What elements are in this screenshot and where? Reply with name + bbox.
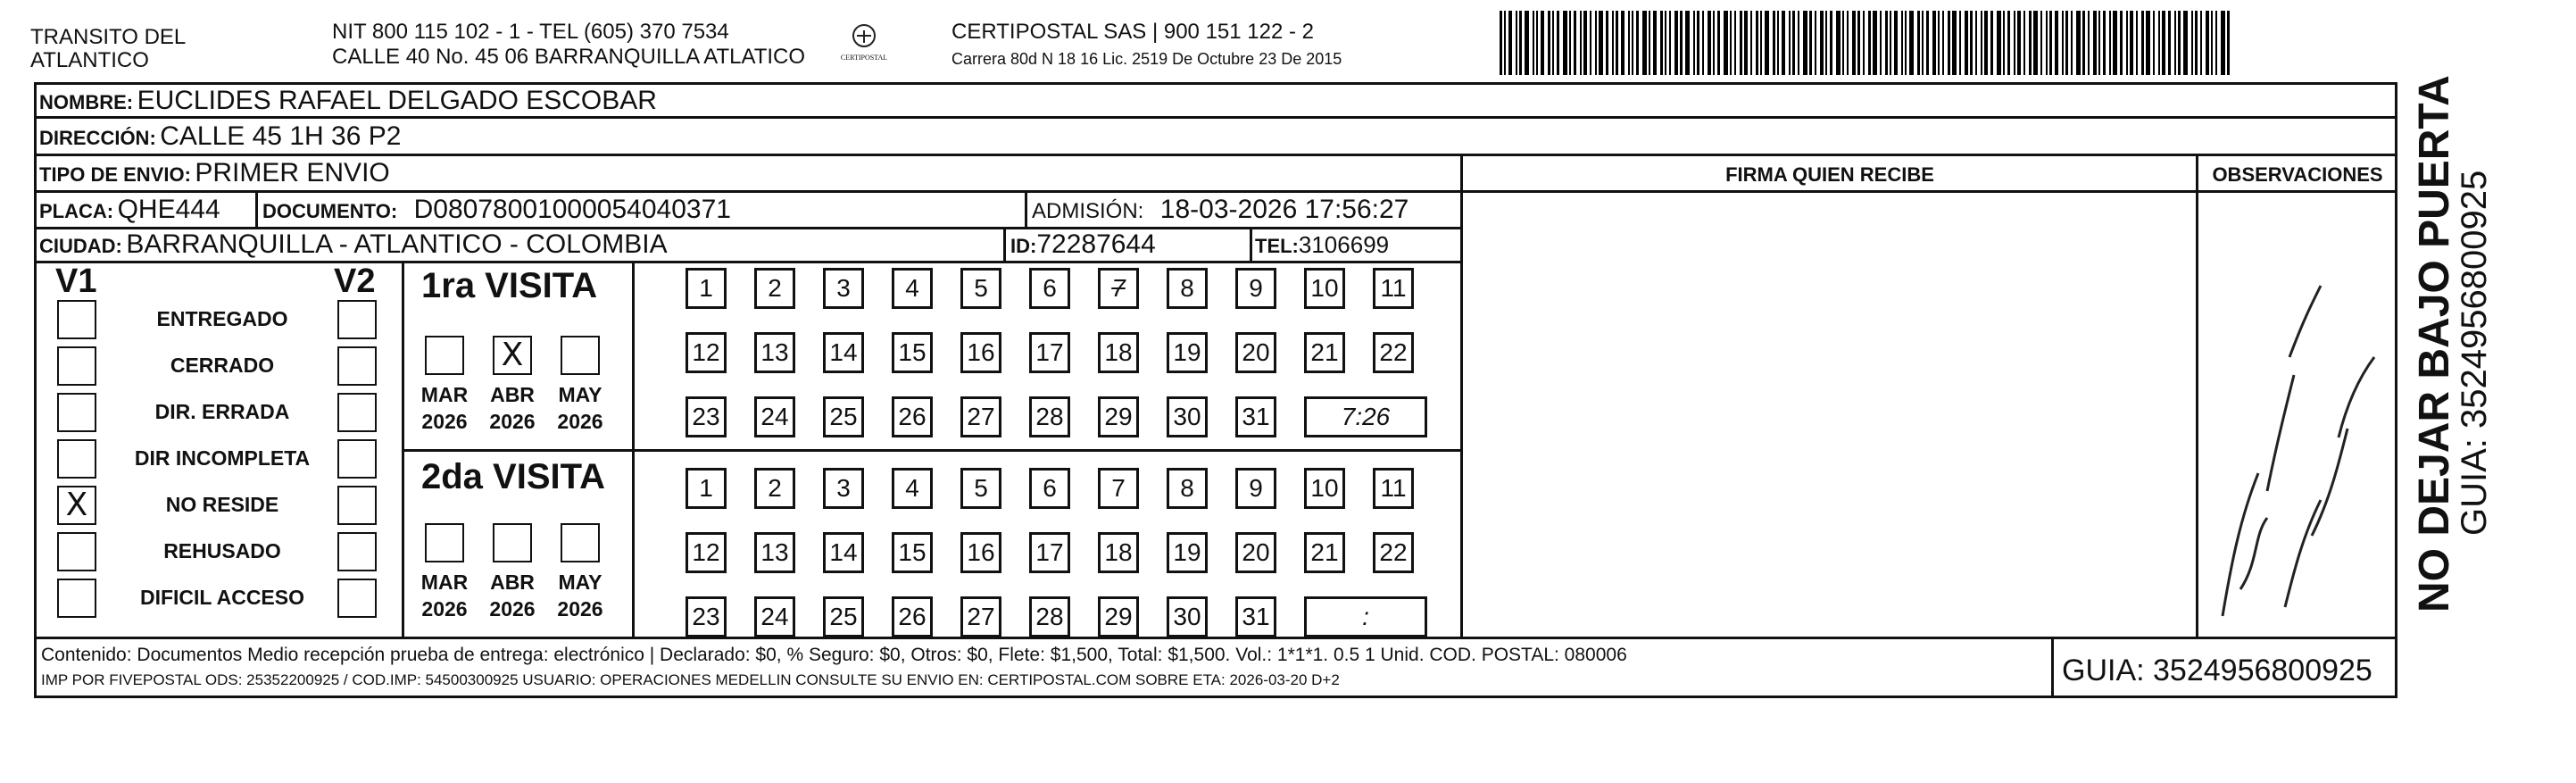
- month-name: MAY: [558, 383, 602, 406]
- placa-value: QHE444: [117, 195, 220, 224]
- nit-line: NIT 800 115 102 - 1 - TEL (605) 370 7534: [332, 20, 729, 44]
- v1-check-mark: X: [65, 487, 88, 523]
- second-visit-title: 2da VISITA: [421, 457, 605, 496]
- company-name-line1: TRANSITO DEL: [30, 25, 187, 49]
- month-name: ABR: [490, 571, 535, 594]
- day-box[interactable]: 18: [1098, 532, 1139, 573]
- day-box[interactable]: 15: [892, 532, 933, 573]
- nombre-value: EUCLIDES RAFAEL DELGADO ESCOBAR: [137, 86, 657, 115]
- day-box[interactable]: 2: [754, 468, 795, 509]
- v2-checkbox[interactable]: [337, 439, 377, 479]
- day-box[interactable]: 4: [892, 468, 933, 509]
- day-box-marked[interactable]: 7: [1098, 268, 1139, 309]
- v2-check-mark: [339, 395, 375, 430]
- month-check-mark: [562, 525, 598, 561]
- v1-check-mark: [59, 348, 95, 384]
- v1-checkbox[interactable]: [57, 300, 96, 339]
- day-box[interactable]: 20: [1235, 532, 1276, 573]
- nombre-row: [39, 86, 657, 116]
- v2-check-mark: [339, 302, 375, 337]
- v2-check-mark: [339, 348, 375, 384]
- day-box[interactable]: 21: [1304, 332, 1345, 373]
- first-visit-title: 1ra VISITA: [421, 266, 598, 305]
- day-box[interactable]: 28: [1029, 596, 1070, 637]
- v1-checkbox[interactable]: [57, 439, 96, 479]
- day-box[interactable]: 19: [1167, 532, 1208, 573]
- v1-checkbox[interactable]: [57, 346, 96, 386]
- month-name: MAR: [420, 571, 469, 594]
- tipo-value: PRIMER ENVIO: [195, 158, 390, 187]
- day-box[interactable]: 23: [686, 396, 727, 437]
- direccion-label: DIRECCIÓN:: [39, 127, 156, 149]
- id-value: 72287644: [1036, 229, 1156, 259]
- no-dejar-bajo-puerta: NO DEJAR BAJO PUERTA: [2411, 75, 2458, 612]
- day-box[interactable]: 12: [686, 532, 727, 573]
- id-cell: [1010, 229, 1156, 260]
- status-option-label: NO RESIDE: [165, 493, 279, 516]
- license-line: Carrera 80d N 18 16 Lic. 2519 De Octubre 23 De 2015: [951, 50, 1342, 68]
- day-box[interactable]: 14: [823, 332, 864, 373]
- placa-cell: [39, 195, 220, 225]
- logo-icon: [837, 18, 891, 71]
- day-box[interactable]: 3: [823, 268, 864, 309]
- day-box[interactable]: 22: [1373, 332, 1414, 373]
- v2-checkbox[interactable]: [337, 486, 377, 525]
- v1-label: V1: [55, 262, 97, 300]
- day-box[interactable]: 25: [823, 596, 864, 637]
- status-option-label: DIR INCOMPLETA: [134, 446, 311, 470]
- day-box[interactable]: 31: [1235, 596, 1276, 637]
- month-check-mark: [562, 337, 598, 373]
- day-box[interactable]: 25: [823, 396, 864, 437]
- v2-check-mark: [339, 534, 375, 570]
- status-option-label: DIFICIL ACCESO: [139, 586, 304, 609]
- day-box[interactable]: 10: [1304, 468, 1345, 509]
- day-box[interactable]: 9: [1235, 468, 1276, 509]
- month-checkbox[interactable]: [425, 336, 464, 375]
- month-name: MAR: [420, 383, 469, 406]
- day-box[interactable]: 5: [960, 468, 1001, 509]
- day-box[interactable]: 24: [754, 396, 795, 437]
- v1-check-mark: [59, 441, 95, 477]
- day-box[interactable]: 16: [960, 332, 1001, 373]
- v2-check-mark: [339, 580, 375, 616]
- certipostal-line: CERTIPOSTAL SAS | 900 151 122 - 2: [951, 20, 1314, 44]
- day-box[interactable]: 17: [1029, 332, 1070, 373]
- month-checkbox[interactable]: [425, 523, 464, 562]
- day-box[interactable]: 1: [686, 468, 727, 509]
- direccion-value: CALLE 45 1H 36 P2: [160, 121, 402, 151]
- day-box[interactable]: 13: [754, 332, 795, 373]
- day-box[interactable]: 8: [1167, 468, 1208, 509]
- month-year: 2026: [421, 410, 468, 433]
- ciudad-label: CIUDAD:: [39, 235, 122, 257]
- v1-checkbox[interactable]: [57, 579, 96, 618]
- month-name: MAY: [558, 571, 602, 594]
- side-guia: GUIA: 3524956800925: [2455, 170, 2494, 536]
- v2-checkbox[interactable]: [337, 300, 377, 339]
- day-box[interactable]: 3: [823, 468, 864, 509]
- admision-cell: [1032, 195, 1408, 225]
- day-box[interactable]: 30: [1167, 396, 1208, 437]
- visit-time-box[interactable]: 7:26: [1304, 396, 1427, 437]
- handwritten-note-icon: [2205, 268, 2383, 625]
- month-checkbox[interactable]: [493, 336, 532, 375]
- day-box[interactable]: 11: [1373, 468, 1414, 509]
- month-check-mark: [427, 337, 462, 373]
- nombre-label: NOMBRE:: [39, 91, 134, 113]
- ciudad-cell: [39, 229, 668, 260]
- day-box[interactable]: 21: [1304, 532, 1345, 573]
- day-box[interactable]: 29: [1098, 396, 1139, 437]
- month-year: 2026: [489, 597, 536, 621]
- day-box[interactable]: 27: [960, 396, 1001, 437]
- day-box[interactable]: 2: [754, 268, 795, 309]
- documento-value: D08078001000054040371: [413, 195, 731, 224]
- v2-checkbox[interactable]: [337, 346, 377, 386]
- day-box[interactable]: 6: [1029, 468, 1070, 509]
- company-name-line2: ATLANTICO: [30, 48, 149, 72]
- month-name: ABR: [490, 383, 535, 406]
- v2-checkbox[interactable]: [337, 393, 377, 432]
- logo-text: CERTIPOSTAL: [840, 54, 888, 62]
- day-box[interactable]: 19: [1167, 332, 1208, 373]
- day-box[interactable]: 18: [1098, 332, 1139, 373]
- firma-header: FIRMA QUIEN RECIBE: [1725, 163, 1934, 186]
- day-box[interactable]: 24: [754, 596, 795, 637]
- day-box[interactable]: 23: [686, 596, 727, 637]
- v1-check-mark: [59, 302, 95, 337]
- contenido-line: Contenido: Documentos Medio recepción prueba de entrega: electrónico | Declarado: $0, % Seguro: $0, Otros: $0, Flete: $1,500, Total: $1,500. Vol.: 1*1*1. 0.5 1 Unid. COD. POSTAL: 080006: [41, 645, 1627, 665]
- day-box[interactable]: 27: [960, 596, 1001, 637]
- day-box[interactable]: 26: [892, 596, 933, 637]
- id-label: ID:: [1010, 235, 1037, 257]
- v2-checkbox[interactable]: [337, 532, 377, 571]
- v1-checkbox[interactable]: [57, 486, 96, 525]
- day-box[interactable]: 5: [960, 268, 1001, 309]
- month-checkbox[interactable]: [561, 336, 600, 375]
- status-option-label: DIR. ERRADA: [154, 400, 290, 423]
- day-box[interactable]: 17: [1029, 532, 1070, 573]
- tipo-row: [39, 158, 390, 188]
- tipo-label: TIPO DE ENVIO:: [39, 163, 191, 186]
- status-option-label: CERRADO: [170, 354, 275, 377]
- day-box[interactable]: 20: [1235, 332, 1276, 373]
- day-box[interactable]: 10: [1304, 268, 1345, 309]
- day-box[interactable]: 26: [892, 396, 933, 437]
- day-box[interactable]: 6: [1029, 268, 1070, 309]
- day-box[interactable]: 30: [1167, 596, 1208, 637]
- v2-check-mark: [339, 487, 375, 523]
- admision-label: ADMISIÓN:: [1032, 199, 1144, 223]
- v2-checkbox[interactable]: [337, 579, 377, 618]
- tel-cell: [1255, 231, 1389, 259]
- tel-label: TEL:: [1255, 235, 1299, 257]
- admision-value: 18-03-2026 17:56:27: [1159, 195, 1409, 224]
- month-checkbox[interactable]: [493, 523, 532, 562]
- footer-guia: GUIA: 3524956800925: [2062, 654, 2372, 687]
- day-box[interactable]: 16: [960, 532, 1001, 573]
- day-box[interactable]: 9: [1235, 268, 1276, 309]
- month-check-mark: X: [501, 337, 524, 373]
- ciudad-value: BARRANQUILLA - ATLANTICO - COLOMBIA: [126, 229, 668, 259]
- month-check-mark: [494, 525, 530, 561]
- day-box[interactable]: 15: [892, 332, 933, 373]
- day-box[interactable]: 12: [686, 332, 727, 373]
- v1-checkbox[interactable]: [57, 532, 96, 571]
- v1-check-mark: [59, 580, 95, 616]
- imp-line: IMP POR FIVEPOSTAL ODS: 25352200925 / COD.IMP: 54500300925 USUARIO: OPERACIONES MEDELLIN CONSULTE SU ENVIO EN: CERTIPOSTAL.COM SOBRE ETA: 2026-03-20 D+2: [41, 671, 1340, 688]
- observations-handwriting: [2205, 268, 2383, 625]
- v1-checkbox[interactable]: [57, 393, 96, 432]
- month-year: 2026: [557, 410, 603, 433]
- direccion-row: [39, 121, 401, 152]
- v2-check-mark: [339, 441, 375, 477]
- day-box[interactable]: 7: [1098, 468, 1139, 509]
- month-year: 2026: [557, 597, 603, 621]
- day-box[interactable]: 13: [754, 532, 795, 573]
- day-box[interactable]: 31: [1235, 396, 1276, 437]
- month-year: 2026: [489, 410, 536, 433]
- day-box[interactable]: 29: [1098, 596, 1139, 637]
- day-box[interactable]: 11: [1373, 268, 1414, 309]
- month-year: 2026: [421, 597, 468, 621]
- certipostal-logo: [837, 18, 891, 71]
- placa-label: PLACA:: [39, 200, 114, 222]
- month-checkbox[interactable]: [561, 523, 600, 562]
- v1-check-mark: [59, 534, 95, 570]
- barcode: [1500, 11, 2392, 75]
- status-option-label: REHUSADO: [163, 539, 281, 562]
- v2-label: V2: [334, 262, 376, 300]
- visit-time-box[interactable]: :: [1304, 596, 1427, 637]
- tel-value: 3106699: [1298, 231, 1390, 258]
- documento-cell: [262, 195, 731, 225]
- day-box[interactable]: 14: [823, 532, 864, 573]
- address-line: CALLE 40 No. 45 06 BARRANQUILLA ATLATICO: [332, 45, 806, 69]
- day-box[interactable]: 1: [686, 268, 727, 309]
- day-box[interactable]: 4: [892, 268, 933, 309]
- documento-label: DOCUMENTO:: [262, 200, 398, 222]
- day-box[interactable]: 8: [1167, 268, 1208, 309]
- observaciones-header: OBSERVACIONES: [2212, 163, 2383, 186]
- month-check-mark: [427, 525, 462, 561]
- v1-check-mark: [59, 395, 95, 430]
- day-box[interactable]: 28: [1029, 396, 1070, 437]
- status-option-label: ENTREGADO: [156, 307, 288, 330]
- day-box[interactable]: 22: [1373, 532, 1414, 573]
